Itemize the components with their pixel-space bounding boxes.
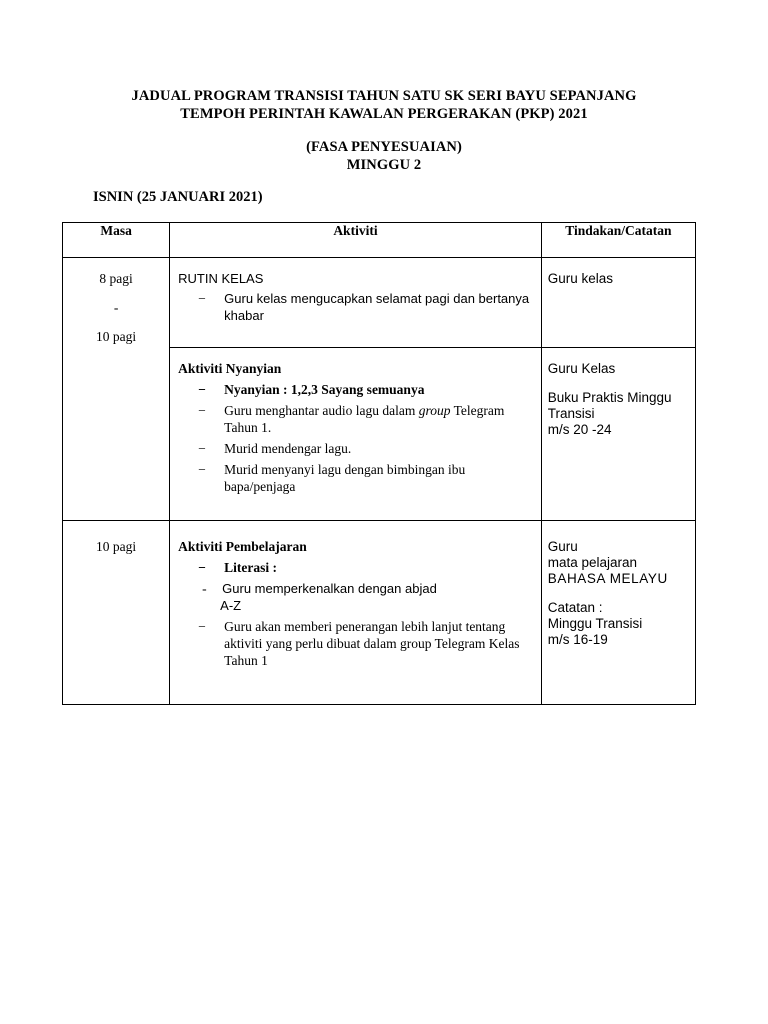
table-row xyxy=(63,521,696,705)
spacer xyxy=(548,587,689,600)
list-item xyxy=(178,461,533,495)
tindakan-cell xyxy=(541,521,695,705)
list-item-text: Guru kelas mengucapkan selamat pagi dan bertanya khabar xyxy=(224,291,530,323)
masa-cell xyxy=(63,521,170,705)
list-item xyxy=(178,290,533,324)
schedule-table xyxy=(62,222,696,705)
tindakan-line: Buku Praktis Minggu xyxy=(547,390,672,405)
tindakan-line: Guru kelas xyxy=(547,271,614,286)
dash-bullet: − xyxy=(198,441,206,456)
masa-cell xyxy=(63,258,170,521)
list-item-text: A-Z xyxy=(220,598,242,613)
list-item-text: Murid menyanyi lagu dengan bimbingan ibu bapa/penjaga xyxy=(224,462,466,494)
masa-start: 10 pagi xyxy=(96,539,137,554)
section-title: Aktiviti Pembelajaran xyxy=(178,539,307,554)
tindakan-line: Guru Kelas xyxy=(547,361,616,376)
spacer xyxy=(548,377,689,390)
aktiviti-cell xyxy=(170,348,542,521)
document-title-line-2: TEMPOH PERINTAH KAWALAN PERGERAKAN (PKP) 2021 xyxy=(180,106,588,122)
tindakan-line: BAHASA MELAYU xyxy=(547,571,668,586)
tindakan-line: m/s 16-19 xyxy=(547,632,608,647)
dash-bullet: − xyxy=(198,403,206,418)
masa-end: 10 pagi xyxy=(96,329,137,344)
section-title: Aktiviti Nyanyian xyxy=(178,361,282,376)
document-title-line-1: JADUAL PROGRAM TRANSISI TAHUN SATU SK SERI BAYU SEPANJANG xyxy=(131,88,637,104)
masa-separator: - xyxy=(113,300,119,315)
list-item-text: Telegram Tahun 1. xyxy=(224,403,505,435)
list-item xyxy=(178,440,533,457)
dash-bullet: − xyxy=(198,291,206,306)
list-item xyxy=(178,559,533,576)
list-item-emphasis: group xyxy=(418,403,451,418)
dash-bullet: − xyxy=(198,462,206,477)
week-label: MINGGU 2 xyxy=(346,157,422,173)
activity-list xyxy=(178,381,533,495)
tindakan-line: Minggu Transisi xyxy=(547,616,643,631)
masa-start: 8 pagi xyxy=(99,271,133,286)
activity-list xyxy=(178,290,533,324)
column-header-aktiviti: Aktiviti xyxy=(170,223,542,258)
list-item xyxy=(178,618,533,669)
list-item-text: Guru memperkenalkan dengan abjad xyxy=(222,581,437,596)
activity-list xyxy=(178,559,533,669)
phase-label: (FASA PENYESUAIAN) xyxy=(306,139,462,155)
column-header-tindakan: Tindakan/Catatan xyxy=(541,223,695,258)
list-item xyxy=(178,402,533,436)
dash-bullet: − xyxy=(198,619,206,634)
list-item xyxy=(178,580,533,614)
list-item-text: Murid mendengar lagu. xyxy=(224,441,352,456)
list-item-text: Nyanyian : 1,2,3 Sayang semuanya xyxy=(224,382,425,397)
column-header-masa: Masa xyxy=(63,223,170,258)
tindakan-line: mata pelajaran xyxy=(547,555,638,570)
day-heading: ISNIN (25 JANUARI 2021) xyxy=(93,189,263,205)
dash-bullet: − xyxy=(198,382,206,397)
section-title: RUTIN KELAS xyxy=(178,271,264,286)
tindakan-line: Transisi xyxy=(547,406,595,421)
list-item xyxy=(178,381,533,398)
tindakan-cell xyxy=(541,348,695,521)
tindakan-line: Catatan : xyxy=(547,600,603,615)
table-header-row xyxy=(63,223,696,258)
list-item-text: Guru menghantar audio lagu dalam xyxy=(224,403,419,418)
list-item-text: Literasi : xyxy=(224,560,278,575)
dash-bullet: − xyxy=(198,560,206,575)
tindakan-line: m/s 20 -24 xyxy=(547,422,612,437)
dash-bullet: - xyxy=(202,581,207,596)
tindakan-line: Guru xyxy=(547,539,578,554)
table-row xyxy=(63,258,696,348)
aktiviti-cell xyxy=(170,258,542,348)
aktiviti-cell xyxy=(170,521,542,705)
tindakan-cell xyxy=(541,258,695,348)
list-item-text: Guru akan memberi penerangan lebih lanjut tentang aktiviti yang perlu dibuat dalam group Telegram Kelas Tahun 1 xyxy=(224,619,520,668)
